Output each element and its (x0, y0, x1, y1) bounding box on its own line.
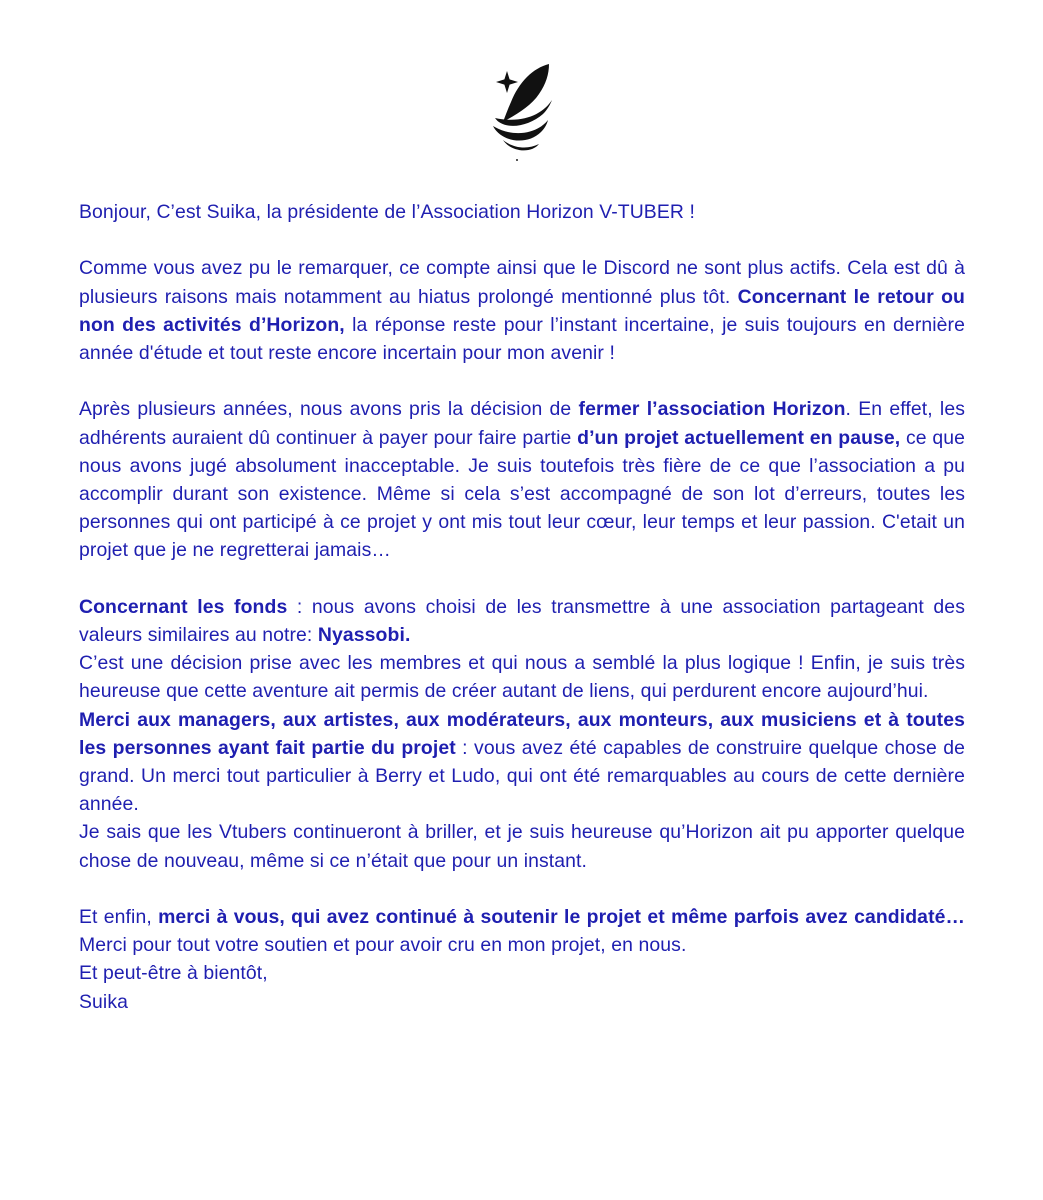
paragraph-vtubers: Je sais que les Vtubers continueront à briller, et je suis heureuse qu’Horizon ait pu apporter quelque chose de nouveau, même si ce n’était que pour un instant. (79, 821, 965, 872)
paragraph-closure: Après plusieurs années, nous avons pris la décision de fermer l’association Horizon. En effet, les adhérents auraient dû continuer à payer pour faire partie d’un projet actuellement en pause, ce que nous avons jugé absolument inacceptable. Je suis toutefois très fière de ce que l’association a pu accomplir durant son existence. Même si cela s’est accompagné de son lot d’erreurs, toutes les personnes qui ont participé à ce projet y ont mis tout leur cœur, leur temps et leur passion. C'etait un projet que je ne regretterai jamais… (79, 398, 965, 562)
paragraph-thanks-team: Merci aux managers, aux artistes, aux modérateurs, aux monteurs, aux musiciens et à toutes les personnes ayant fait partie du projet : vous avez été capables de construire quelque chose de grand. Un merci tout particulier à Berry et Ludo, qui ont été remarquables au cours de cette dernière année. (79, 708, 965, 816)
signature: Suika (79, 990, 129, 1013)
logo-dot (516, 159, 518, 161)
paragraph-thanks-community: Et enfin, merci à vous, qui avez continué à soutenir le projet et même parfois avez candidaté… Merci pour tout votre soutien et pour avoir cru en mon projet, en nous. (79, 906, 965, 957)
paragraph-funds: Concernant les fonds : nous avons choisi de les transmettre à une association partageant des valeurs similaires au notre: Nyassobi. (79, 595, 965, 646)
closing-line: Et peut-être à bientôt, (79, 962, 268, 985)
greeting: Bonjour, C’est Suika, la présidente de l’Association Horizon V-TUBER ! (79, 201, 695, 223)
paragraph-decision: C’est une décision prise avec les membres et qui nous a semblé la plus logique ! Enfin, je suis très heureuse que cette aventure ait permis de créer autant de liens, qui perdurent encore aujourd’hui. (79, 652, 965, 703)
letter-body (79, 198, 965, 1016)
feather-star-icon (489, 62, 553, 154)
paragraph-hiatus: Comme vous avez pu le remarquer, ce compte ainsi que le Discord ne sont plus actifs. Cela est dû à plusieurs raisons mais notamment au hiatus prolongé mentionné plus tôt. Concernant le retour ou non des activités d’Horizon, la réponse reste pour l’instant incertaine, je suis toujours en dernière année d'étude et tout reste encore incertain pour mon avenir ! (79, 257, 965, 364)
